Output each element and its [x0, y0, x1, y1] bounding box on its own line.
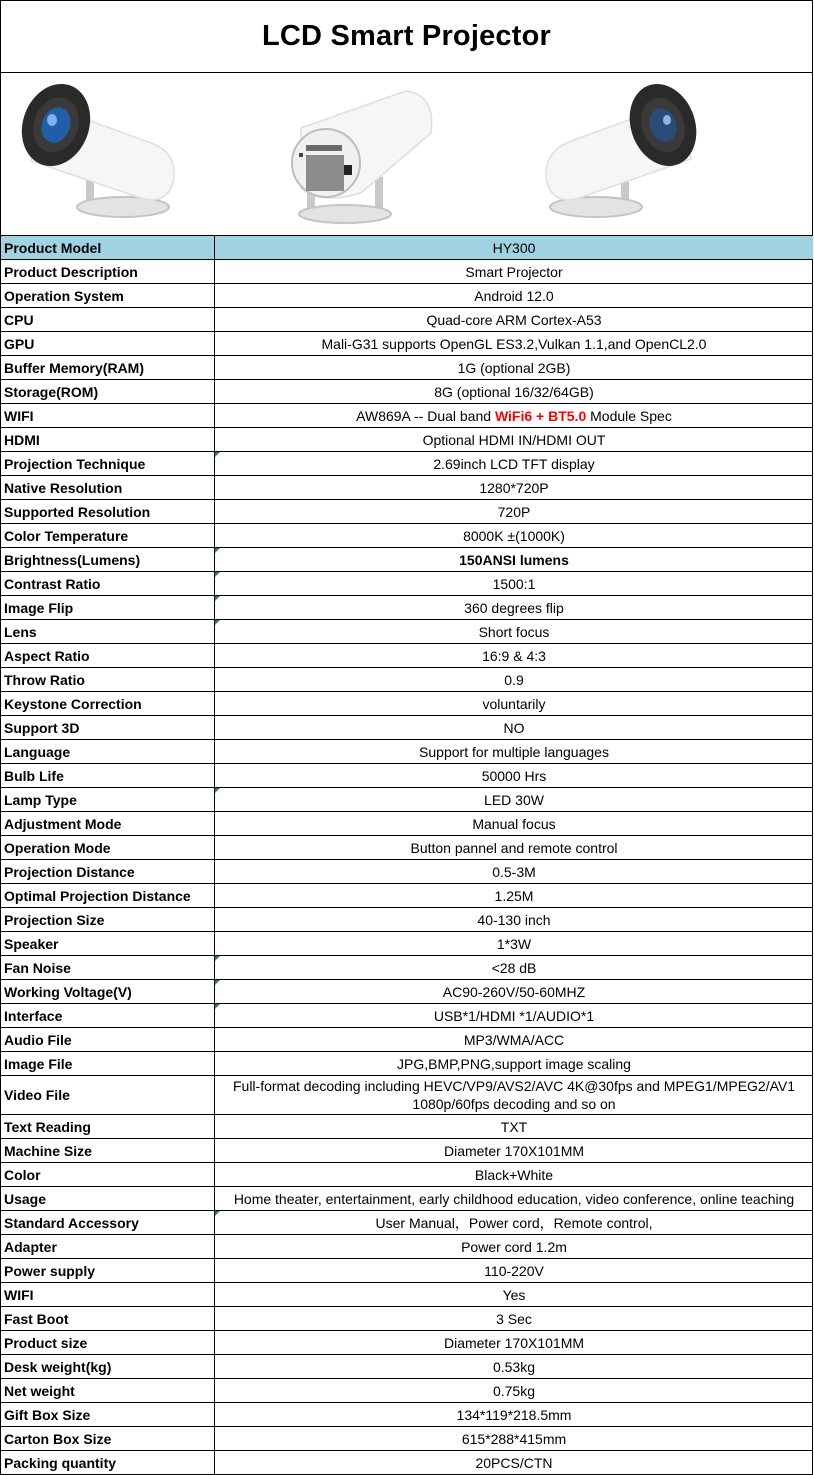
spec-value: 134*119*218.5mm: [215, 1403, 814, 1427]
spec-row: [1, 1451, 813, 1475]
spec-row: [1, 1187, 813, 1211]
spec-label: Video File: [1, 1076, 215, 1115]
spec-row: [1, 812, 813, 836]
spec-row: [1, 1331, 813, 1355]
spec-row: [1, 1379, 813, 1403]
spec-value: Support for multiple languages: [215, 740, 814, 764]
spec-label: Speaker: [1, 932, 215, 956]
spec-row: [1, 668, 813, 692]
spec-value: 50000 Hrs: [215, 764, 814, 788]
spec-row: [1, 1076, 813, 1115]
spec-value: Manual focus: [215, 812, 814, 836]
spec-label: Projection Distance: [1, 860, 215, 884]
spec-value: 150ANSI lumens: [215, 548, 814, 572]
spec-row: [1, 932, 813, 956]
spec-value: 360 degrees flip: [215, 596, 814, 620]
spec-label: Image Flip: [1, 596, 215, 620]
spec-row: [1, 1355, 813, 1379]
spec-value: Optional HDMI IN/HDMI OUT: [215, 428, 814, 452]
spec-row: [1, 1427, 813, 1451]
spec-value: 40-130 inch: [215, 908, 814, 932]
spec-row: [1, 1004, 813, 1028]
spec-label: Supported Resolution: [1, 500, 215, 524]
spec-row: [1, 1115, 813, 1139]
spec-label: Adjustment Mode: [1, 812, 215, 836]
spec-value: Smart Projector: [215, 260, 814, 284]
spec-value: Diameter 170X101MM: [215, 1139, 814, 1163]
cell-marker: [215, 980, 220, 985]
spec-label: Color Temperature: [1, 524, 215, 548]
spec-label: Product size: [1, 1331, 215, 1355]
spec-row: [1, 1235, 813, 1259]
spec-label: Projection Size: [1, 908, 215, 932]
spec-value: 1280*720P: [215, 476, 814, 500]
spec-row: [1, 380, 813, 404]
spec-label: HDMI: [1, 428, 215, 452]
spec-value: 3 Sec: [215, 1307, 814, 1331]
spec-value: 1500:1: [215, 572, 814, 596]
spec-row: [1, 428, 813, 452]
spec-label: Lens: [1, 620, 215, 644]
spec-label: Image File: [1, 1052, 215, 1076]
spec-value: Yes: [215, 1283, 814, 1307]
spec-value: <28 dB: [215, 956, 814, 980]
spec-row: [1, 1211, 813, 1235]
spec-row: [1, 740, 813, 764]
spec-label: Native Resolution: [1, 476, 215, 500]
spec-row: [1, 1259, 813, 1283]
spec-row: [1, 716, 813, 740]
spec-value: User Manual，Power cord，Remote control,: [215, 1211, 814, 1235]
product-images-row: [1, 73, 812, 236]
spec-value: Home theater, entertainment, early childhood education, video conference, online teaching: [215, 1187, 814, 1211]
spec-label: Contrast Ratio: [1, 572, 215, 596]
spec-value: 615*288*415mm: [215, 1427, 814, 1451]
spec-value: USB*1/HDMI *1/AUDIO*1: [215, 1004, 814, 1028]
cell-marker: [215, 596, 220, 601]
spec-row: [1, 332, 813, 356]
spec-value: 1G (optional 2GB): [215, 356, 814, 380]
spec-row: [1, 908, 813, 932]
spec-label: Color: [1, 1163, 215, 1187]
spec-value-highlight: WiFi6 + BT5.0: [494, 407, 587, 424]
spec-label: WIFI: [1, 404, 215, 428]
spec-label: Working Voltage(V): [1, 980, 215, 1004]
spec-row: [1, 1163, 813, 1187]
spec-row: [1, 788, 813, 812]
spec-label: Net weight: [1, 1379, 215, 1403]
spec-value: Android 12.0: [215, 284, 814, 308]
spec-value: Full-format decoding including HEVC/VP9/AVS2/AVC 4K@30fps and MPEG1/MPEG2/AV1 1080p/60fps decoding and so on: [215, 1076, 814, 1115]
spec-label: GPU: [1, 332, 215, 356]
spec-label: Storage(ROM): [1, 380, 215, 404]
spec-label: Optimal Projection Distance: [1, 884, 215, 908]
projector-front-left-view: [11, 74, 174, 217]
cell-marker: [215, 572, 220, 577]
spec-value: Button pannel and remote control: [215, 836, 814, 860]
spec-value: AC90-260V/50-60MHZ: [215, 980, 814, 1004]
spec-row: [1, 836, 813, 860]
spec-value: Quad-core ARM Cortex-A53: [215, 308, 814, 332]
spec-label: Operation Mode: [1, 836, 215, 860]
spec-value: Mali-G31 supports OpenGL ES3.2,Vulkan 1.1,and OpenCL2.0: [215, 332, 814, 356]
spec-row: [1, 692, 813, 716]
spec-row: [1, 956, 813, 980]
spec-row: [1, 404, 813, 428]
spec-label: Brightness(Lumens): [1, 548, 215, 572]
spec-value: LED 30W: [215, 788, 814, 812]
spec-value: 0.5-3M: [215, 860, 814, 884]
cell-marker: [215, 452, 220, 457]
spec-label: Buffer Memory(RAM): [1, 356, 215, 380]
projector-front-right-view: [546, 75, 707, 217]
spec-value: 8000K ±(1000K): [215, 524, 814, 548]
spec-label: Language: [1, 740, 215, 764]
spec-value: voluntarily: [215, 692, 814, 716]
spec-row: [1, 476, 813, 500]
spec-label: Power supply: [1, 1259, 215, 1283]
spec-row: [1, 356, 813, 380]
spec-row: [1, 884, 813, 908]
spec-value: 0.53kg: [215, 1355, 814, 1379]
spec-label: Gift Box Size: [1, 1403, 215, 1427]
spec-row: [1, 980, 813, 1004]
spec-label: WIFI: [1, 1283, 215, 1307]
spec-value: 110-220V: [215, 1259, 814, 1283]
spec-value: 8G (optional 16/32/64GB): [215, 380, 814, 404]
spec-value: 1.25M: [215, 884, 814, 908]
spec-value: 16:9 & 4:3: [215, 644, 814, 668]
spec-row: [1, 572, 813, 596]
spec-value: MP3/WMA/ACC: [215, 1028, 814, 1052]
spec-row: [1, 764, 813, 788]
spec-label: Operation System: [1, 284, 215, 308]
spec-value: JPG,BMP,PNG,support image scaling: [215, 1052, 814, 1076]
spec-value: Power cord 1.2m: [215, 1235, 814, 1259]
cell-marker: [215, 548, 220, 553]
spec-value: 0.9: [215, 668, 814, 692]
spec-label: Product Description: [1, 260, 215, 284]
spec-table: [1, 236, 813, 1475]
spec-row: [1, 1403, 813, 1427]
spec-label: Aspect Ratio: [1, 644, 215, 668]
spec-value: 2.69inch LCD TFT display: [215, 452, 814, 476]
spec-row: [1, 452, 813, 476]
spec-row: [1, 596, 813, 620]
spec-row: [1, 1052, 813, 1076]
spec-row: [1, 1283, 813, 1307]
spec-row: [1, 260, 813, 284]
spec-row: [1, 524, 813, 548]
spec-label: Keystone Correction: [1, 692, 215, 716]
spec-label: Projection Technique: [1, 452, 215, 476]
spec-row: [1, 644, 813, 668]
title-row: [1, 1, 812, 73]
spec-row: [1, 548, 813, 572]
spec-value: HY300: [215, 236, 814, 260]
spec-value: Short focus: [215, 620, 814, 644]
spec-row: [1, 620, 813, 644]
spec-row: [1, 860, 813, 884]
spec-label: Packing quantity: [1, 1451, 215, 1475]
spec-row: [1, 1307, 813, 1331]
projector-back-view: [292, 91, 432, 223]
spec-label: Lamp Type: [1, 788, 215, 812]
cell-marker: [215, 956, 220, 961]
spec-value-prefix: AW869A -- Dual band: [356, 407, 495, 424]
spec-row: [1, 1028, 813, 1052]
spec-label: Usage: [1, 1187, 215, 1211]
spec-value: [215, 404, 814, 428]
spec-value: Diameter 170X101MM: [215, 1331, 814, 1355]
spec-value: Black+White: [215, 1163, 814, 1187]
spec-label: Carton Box Size: [1, 1427, 215, 1451]
spec-label: Interface: [1, 1004, 215, 1028]
spec-label: Support 3D: [1, 716, 215, 740]
spec-row: [1, 1139, 813, 1163]
spec-row-product-model: [1, 236, 813, 260]
cell-marker: [215, 788, 220, 793]
cell-marker: [215, 1211, 220, 1216]
spec-label: Throw Ratio: [1, 668, 215, 692]
spec-label: Audio File: [1, 1028, 215, 1052]
spec-row: [1, 308, 813, 332]
spec-value: 20PCS/CTN: [215, 1451, 814, 1475]
spec-label: Product Model: [1, 236, 215, 260]
cell-marker: [215, 620, 220, 625]
spec-label: Adapter: [1, 1235, 215, 1259]
spec-label: Text Reading: [1, 1115, 215, 1139]
spec-label: Machine Size: [1, 1139, 215, 1163]
spec-label: Desk weight(kg): [1, 1355, 215, 1379]
spec-value: TXT: [215, 1115, 814, 1139]
cell-marker: [215, 1004, 220, 1009]
spec-value: 0.75kg: [215, 1379, 814, 1403]
spec-label: Fan Noise: [1, 956, 215, 980]
spec-label: Standard Accessory: [1, 1211, 215, 1235]
spec-label: Bulb Life: [1, 764, 215, 788]
spec-label: CPU: [1, 308, 215, 332]
spec-value: NO: [215, 716, 814, 740]
spec-value: 1*3W: [215, 932, 814, 956]
spec-row: [1, 500, 813, 524]
spec-value-suffix: Module Spec: [586, 407, 672, 424]
spec-row: [1, 284, 813, 308]
spec-label: Fast Boot: [1, 1307, 215, 1331]
spec-value: 720P: [215, 500, 814, 524]
page-title: LCD Smart Projector: [261, 20, 552, 52]
